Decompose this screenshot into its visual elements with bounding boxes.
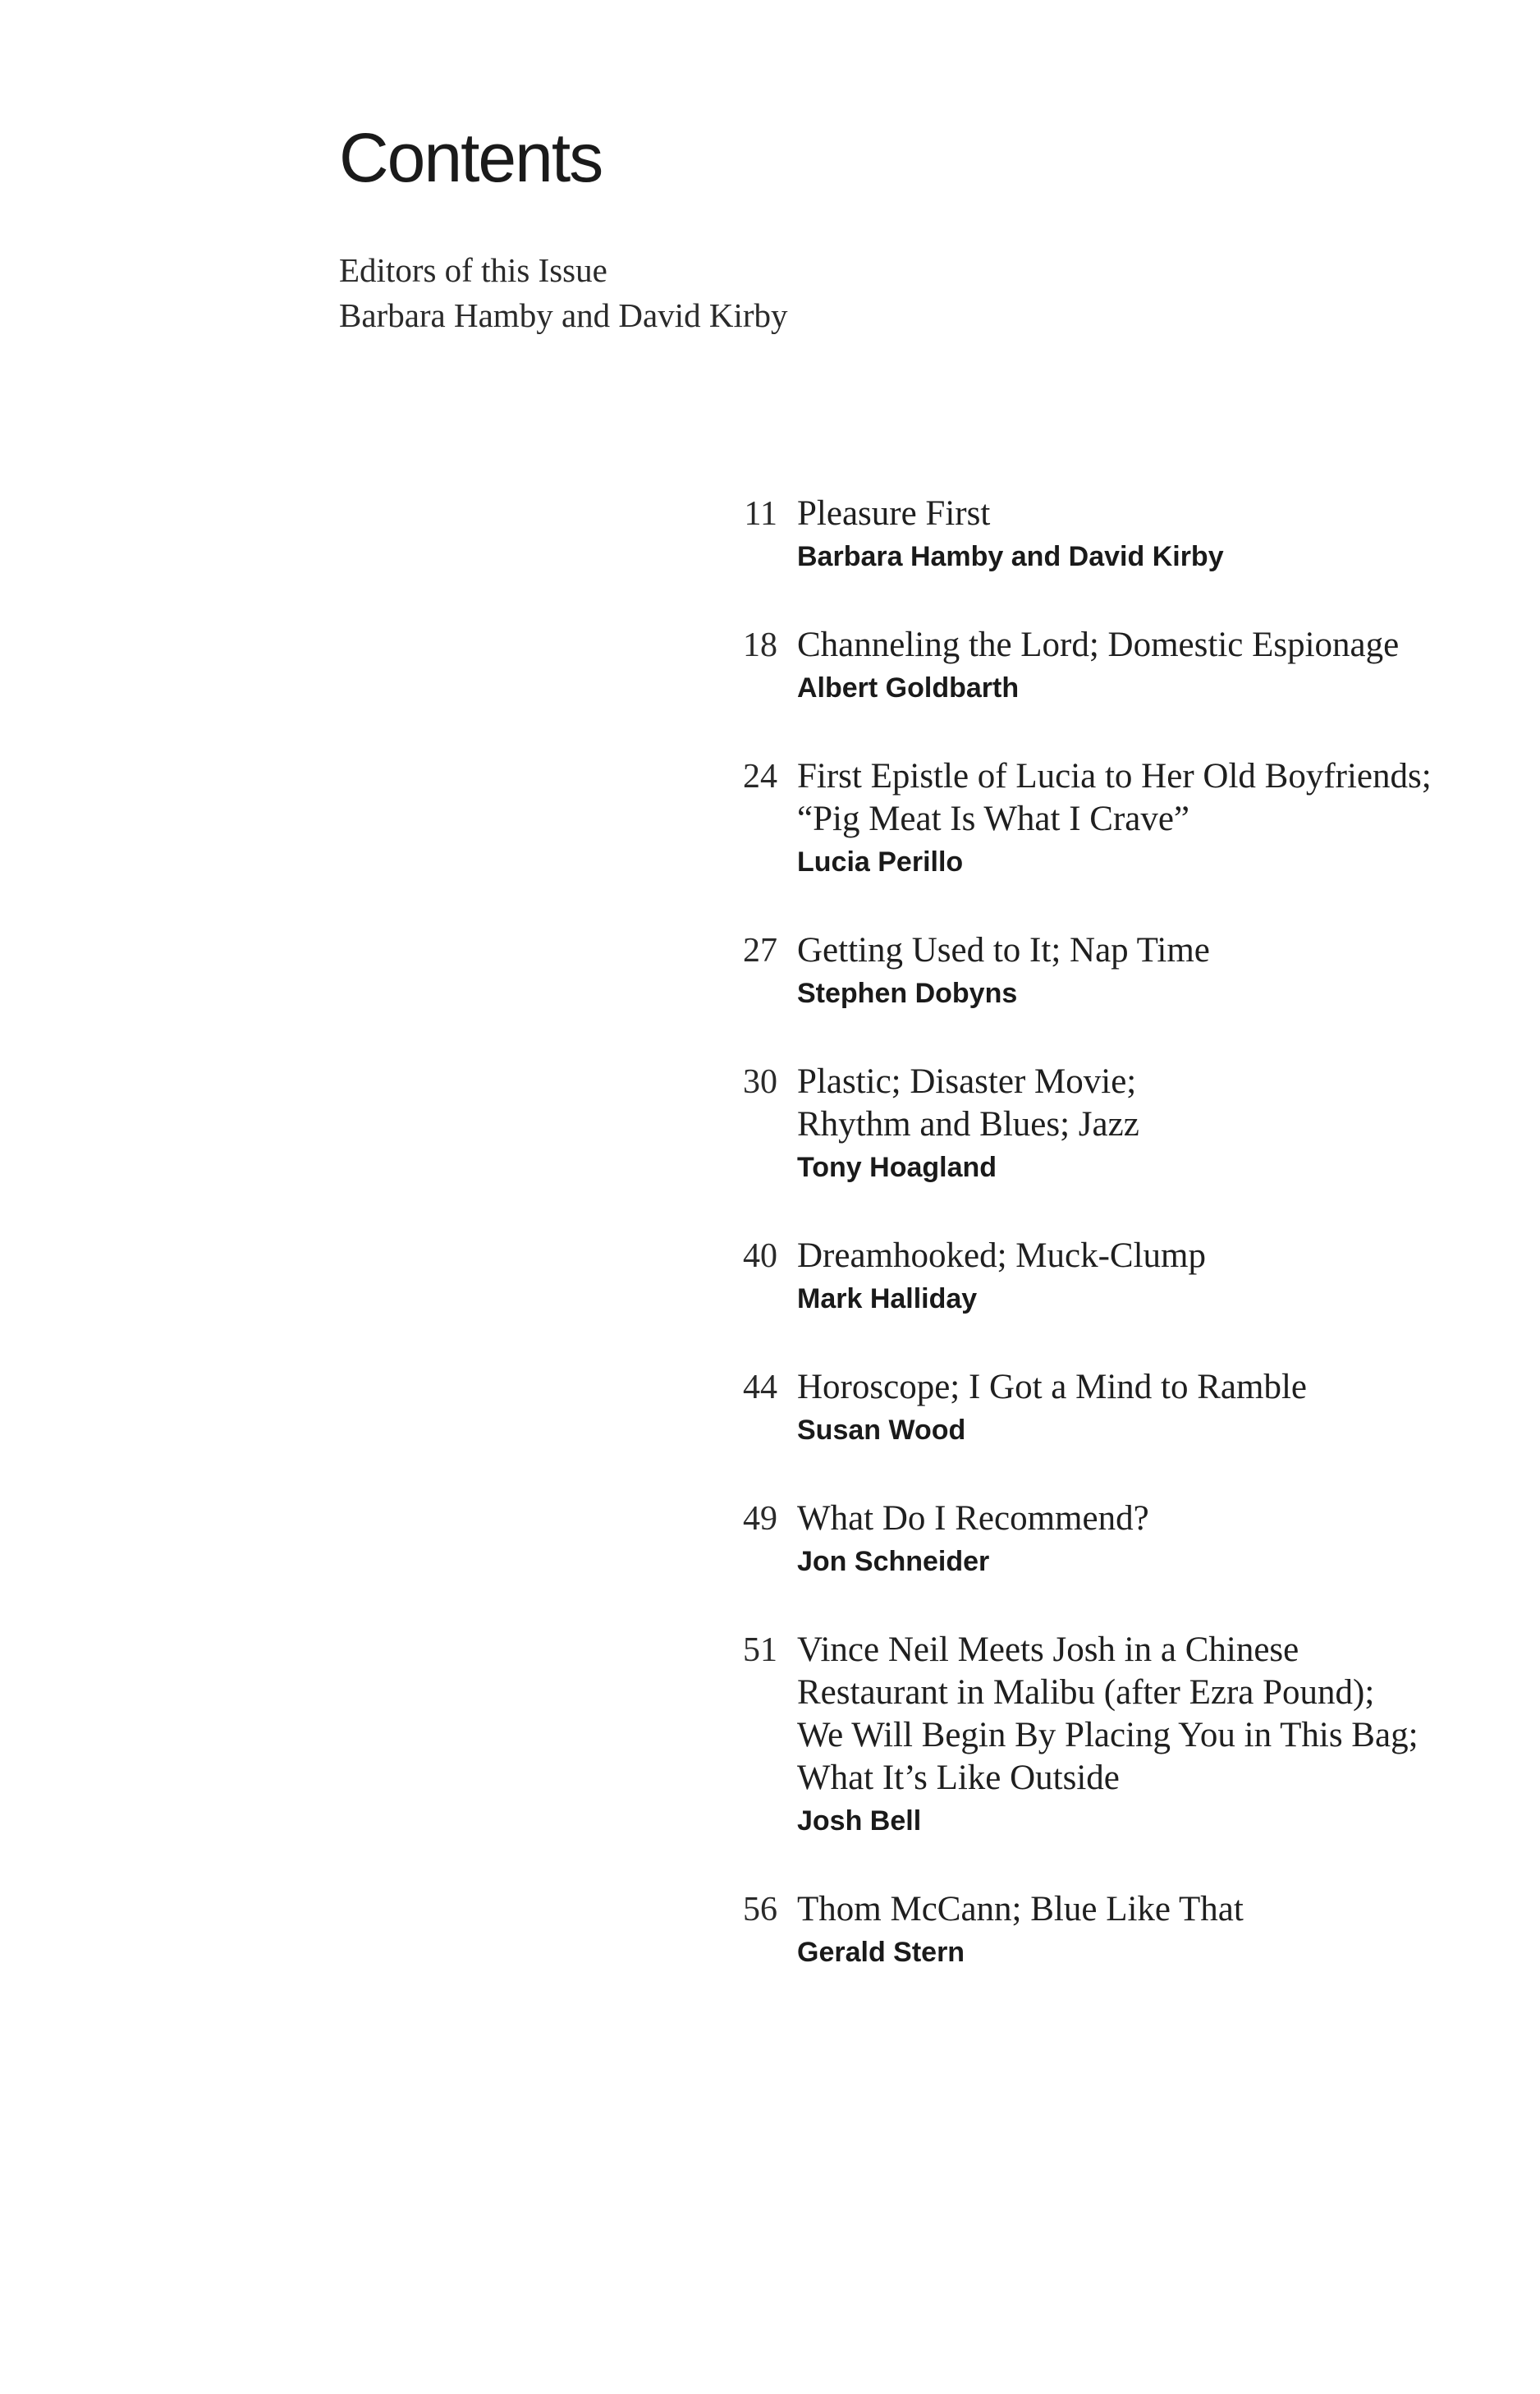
toc-entry bbox=[731, 1235, 1519, 1320]
toc-title-line: Dreamhooked; Muck-Clump bbox=[797, 1236, 1206, 1275]
toc-title-line: Plastic; Disaster Movie; bbox=[797, 1062, 1137, 1101]
toc-author: Josh Bell bbox=[797, 1805, 922, 1837]
toc-titles bbox=[797, 1235, 1519, 1277]
editors-label: Editors of this Issue bbox=[339, 251, 607, 289]
toc-titles bbox=[797, 929, 1519, 972]
toc-entry bbox=[731, 1497, 1519, 1583]
toc-title-line: First Epistle of Lucia to Her Old Boyfriends; bbox=[797, 757, 1432, 796]
toc-entry bbox=[731, 1629, 1519, 1842]
toc-titles bbox=[797, 493, 1519, 535]
toc-entry bbox=[731, 1888, 1519, 1974]
toc-author: Mark Halliday bbox=[797, 1283, 978, 1314]
toc-author: Albert Goldbarth bbox=[797, 672, 1020, 704]
toc-page-number: 40 bbox=[743, 1237, 777, 1275]
toc-title-line: “Pig Meat Is What I Crave” bbox=[797, 800, 1190, 838]
toc-title-line: Vince Neil Meets Josh in a Chinese bbox=[797, 1630, 1299, 1669]
toc-titles bbox=[797, 1366, 1519, 1409]
toc-author: Jon Schneider bbox=[797, 1546, 990, 1577]
toc-author: Tony Hoagland bbox=[797, 1152, 997, 1183]
toc-author: Lucia Perillo bbox=[797, 846, 964, 878]
toc-titles bbox=[797, 1497, 1519, 1540]
toc-entry bbox=[731, 624, 1519, 709]
toc-title-line: Restaurant in Malibu (after Ezra Pound); bbox=[797, 1673, 1375, 1712]
toc-titles bbox=[797, 1061, 1519, 1146]
toc-title-line: We Will Begin By Placing You in This Bag; bbox=[797, 1716, 1419, 1754]
toc-title-line: Pleasure First bbox=[797, 494, 991, 533]
editors-names: Barbara Hamby and David Kirby bbox=[339, 296, 788, 334]
toc-title-line: What It’s Like Outside bbox=[797, 1759, 1120, 1797]
toc-title-line: Channeling the Lord; Domestic Espionage bbox=[797, 626, 1400, 664]
toc-entry bbox=[731, 1366, 1519, 1452]
toc-entry bbox=[731, 1061, 1519, 1189]
toc-entry bbox=[731, 493, 1519, 578]
toc-page-number: 51 bbox=[743, 1631, 777, 1669]
table-of-contents bbox=[731, 493, 1519, 2020]
toc-author: Susan Wood bbox=[797, 1415, 966, 1446]
toc-page-number: 30 bbox=[743, 1063, 777, 1101]
toc-entry bbox=[731, 755, 1519, 883]
toc-title-line: Thom McCann; Blue Like That bbox=[797, 1890, 1244, 1928]
toc-title-line: What Do I Recommend? bbox=[797, 1499, 1149, 1538]
toc-page-number: 44 bbox=[743, 1369, 777, 1406]
toc-page-number: 11 bbox=[744, 495, 777, 533]
toc-page-number: 27 bbox=[743, 932, 777, 970]
toc-title-line: Getting Used to It; Nap Time bbox=[797, 931, 1210, 970]
editors-block bbox=[339, 248, 788, 338]
toc-author: Stephen Dobyns bbox=[797, 978, 1018, 1009]
toc-page-number: 24 bbox=[743, 758, 777, 796]
toc-page-number: 18 bbox=[743, 626, 777, 664]
toc-author: Gerald Stern bbox=[797, 1937, 965, 1968]
toc-titles bbox=[797, 1629, 1519, 1800]
toc-titles bbox=[797, 624, 1519, 667]
toc-entry bbox=[731, 929, 1519, 1015]
toc-author: Barbara Hamby and David Kirby bbox=[797, 541, 1224, 572]
toc-title-line: Rhythm and Blues; Jazz bbox=[797, 1105, 1139, 1144]
toc-titles bbox=[797, 1888, 1519, 1931]
page-title: Contents bbox=[339, 119, 603, 196]
toc-title-line: Horoscope; I Got a Mind to Ramble bbox=[797, 1368, 1308, 1406]
toc-page-number: 49 bbox=[743, 1500, 777, 1538]
toc-titles bbox=[797, 755, 1519, 841]
toc-page-number: 56 bbox=[743, 1891, 777, 1928]
